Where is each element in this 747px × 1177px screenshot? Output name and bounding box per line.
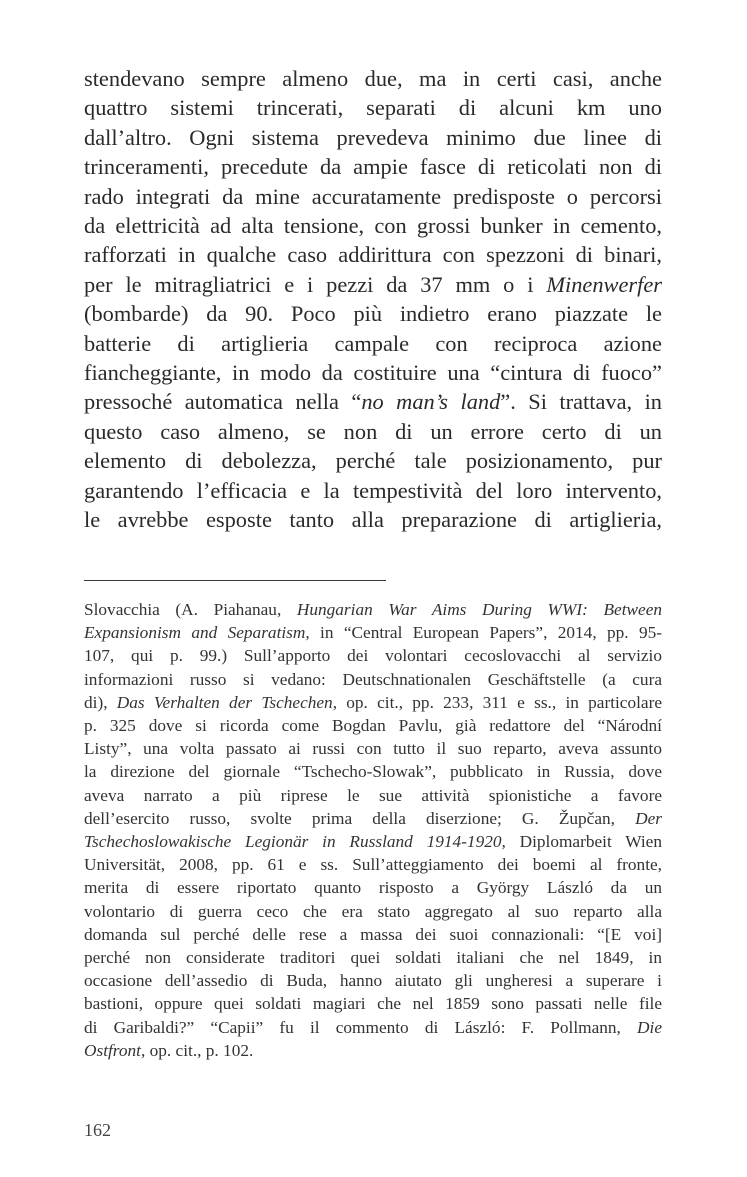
body-text-line: stendevano sempre almeno due, ma in certi casi, anche [84,66,662,91]
footnote-line: la direzione del giornale “Tschecho-Slowak”, pubblicato in Russia, dove [84,762,662,782]
footnote-line: Ostfront, op. cit., p. 102. [84,1040,254,1060]
footnote-line: merita di essere riportato quanto risposto a György László da un [84,878,662,898]
footnote-line: di Garibaldi?” “Capii” fu il commento di László: F. Pollmann, Die [84,1017,662,1037]
footnote-line: aveva narrato a più riprese le sue attività spionistiche a favore [84,785,662,805]
footnote-line: bastioni, oppure quei soldati magiari che nel 1859 sono passati nelle file [84,994,662,1014]
body-text-line: (bombarde) da 90. Poco più indietro erano piazzate le [84,301,662,327]
footnote-line: Slovacchia (A. Piahanau, Hungarian War Aims During WWI: Between [84,600,663,619]
body-text-line: quattro sistemi trincerati, separati di alcuni km uno [84,95,662,121]
body-text-line: fiancheggiante, in modo da costituire una “cintura di fuoco” [84,360,662,386]
page-number: 162 [84,1120,111,1140]
footnote-line: informazioni russo si vedano: Deutschnationalen Geschäftstelle (a cura [84,669,662,689]
footnote-line: volontario di guerra ceco che era stato aggregato al suo reparto alla [84,901,662,921]
body-text-line: questo caso almeno, se non di un errore certo di un [84,418,662,444]
body-text-line: per le mitragliatrici e i pezzi da 37 mm o i Minenwerfer [84,271,662,297]
footnote-line: Tschechoslowakische Legionär in Russland 1914-1920, Diplomarbeit Wien [84,832,662,852]
footnote-line: Listy”, una volta passato ai russi con tutto il suo reparto, aveva assunto [84,739,662,759]
footnote-line: Expansionism and Separatism, in “Central European Papers”, 2014, pp. 95- [84,623,662,643]
body-text-line: rado integrati da mine accuratamente predisposte o percorsi [84,183,662,209]
body-text-line: batterie di artiglieria campale con reciproca azione [84,330,662,356]
body-text-line: trinceramenti, precedute da ampie fasce di reticolati non di [84,154,662,180]
body-text-line: garantendo l’efficacia e la tempestività del loro intervento, [84,477,662,503]
footnote-text [84,598,662,1062]
footnote-line: perché non considerate traditori quei soldati italiani che nel 1849, in [84,948,662,968]
footnote-line: Universität, 2008, pp. 61 e ss. Sull’atteggiamento dei boemi al fronte, [84,855,662,875]
footnote-separator [84,580,386,581]
body-text-line: elemento di debolezza, perché tale posizionamento, pur [84,448,662,474]
footnote-line: occasione dell’assedio di Buda, hanno aiutato gli ungheresi a superare i [84,971,662,991]
footnote-line: p. 325 dove si ricorda come Bogdan Pavlu, già redattore del “Národní [84,716,662,736]
body-text-line: dall’altro. Ogni sistema prevedeva minimo due linee di [84,124,662,150]
footnote-line: di), Das Verhalten der Tschechen, op. cit., pp. 233, 311 e ss., in particolare [84,692,663,712]
body-text-line: rafforzati in qualche caso addirittura con spezzoni di binari, [84,242,662,268]
body-text [84,64,662,535]
body-text-line: da elettricità ad alta tensione, con grossi bunker in cemento, [84,213,662,239]
body-text-line: pressoché automatica nella “no man’s land”. Si trattava, in [84,389,662,415]
body-text-line: le avrebbe esposte tanto alla preparazione di artiglieria, [84,507,662,533]
footnote-line: domanda sul perché delle rese a massa dei suoi connazionali: “[E voi] [84,924,662,944]
footnote-line: dell’esercito russo, svolte prima della diserzione; G. Župčan, Der [84,808,662,828]
footnote-line: 107, qui p. 99.) Sull’apporto dei volontari cecoslovacchi al servizio [84,646,662,666]
